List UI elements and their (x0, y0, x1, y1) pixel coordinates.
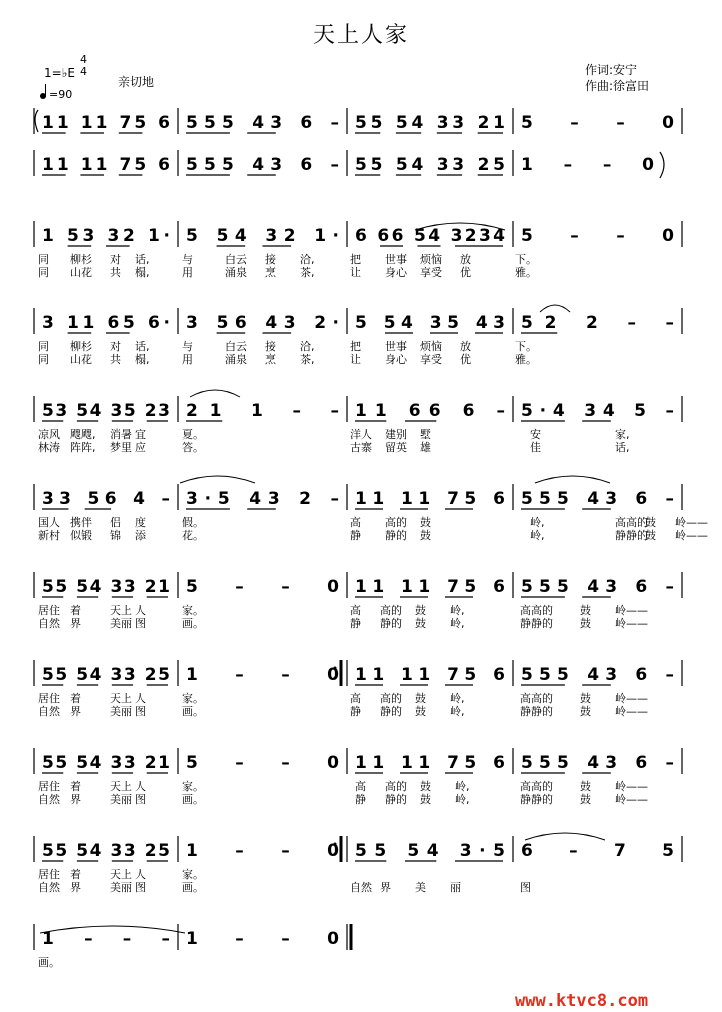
lyric-word: 涌泉 (225, 353, 247, 366)
lyric-word: 美丽 (110, 617, 132, 630)
lyric-word: 柳杉 (70, 253, 92, 266)
lyric-word: 山花 (70, 266, 92, 279)
time-signature-bottom: 4 (80, 65, 87, 78)
measure-notes: 11 11 75 6 (42, 155, 170, 175)
lyric-word: 着 (70, 604, 81, 617)
lyric-word: 画。 (38, 956, 60, 969)
lyric-word: 享受 (420, 266, 442, 279)
measure-notes: 5 – – 0 (186, 577, 339, 597)
lyric-word: 鼓 (415, 692, 426, 705)
lyric-word: 高 (350, 516, 361, 529)
lyric-word: 鼓 (645, 516, 656, 529)
measure-notes: 55 54 33 25 (42, 841, 170, 861)
lyric-word: 涌泉 (225, 266, 247, 279)
lyric-word: 把 (350, 340, 361, 353)
measure-notes: 11 66 6 – (355, 401, 505, 421)
slur-mark (180, 476, 255, 483)
lyric-word: 建别 (385, 428, 407, 441)
lyric-word: 墅 (420, 428, 431, 441)
lyric-word: 岭, (450, 617, 465, 630)
lyric-word: 岭—— (675, 529, 708, 542)
lyric-word: 丽 (450, 881, 461, 894)
lyric-word: 共 (110, 266, 121, 279)
lyric-word: 白云 (225, 340, 247, 353)
lyric-word: 静 (350, 705, 361, 718)
measure-notes: 55 54 33 25 (42, 665, 170, 685)
lyric-word: 消暑 (110, 428, 132, 441)
lyric-word: 静 (350, 617, 361, 630)
slur-mark (190, 390, 240, 397)
watermark-text: www.ktvc8.com (515, 991, 649, 1011)
lyric-word: 界 (70, 881, 81, 894)
lyric-word: 高的 (385, 516, 407, 529)
lyric-word: 鼓 (580, 780, 591, 793)
lyric-word: 图 (135, 793, 146, 806)
lyric-word: 画。 (182, 617, 204, 630)
lyric-word: 梦里 (110, 441, 132, 454)
lyric-word: 静静的 (520, 793, 553, 806)
measure-notes: 5 54 35 43 (355, 313, 505, 333)
lyric-word: 静 (350, 529, 361, 542)
lyric-word: 居住 (38, 868, 60, 881)
lyric-word: 界 (70, 617, 81, 630)
measure-notes: 1 53 32 1· (42, 226, 170, 246)
lyric-word: 静的 (385, 529, 407, 542)
measure-notes: 555 43 6 – (521, 489, 674, 509)
lyric-word: 图 (135, 705, 146, 718)
system-brace (35, 110, 38, 132)
lyric-word: 居住 (38, 604, 60, 617)
lyric-word: 界 (70, 705, 81, 718)
lyric-word: 岭—— (615, 617, 648, 630)
lyric-word: 自然 (38, 881, 60, 894)
measure-notes: 52 2 – – (521, 313, 674, 333)
lyric-word: 岭, (530, 529, 545, 542)
lyric-word: 接 (265, 253, 276, 266)
lyric-word: 静 (355, 793, 366, 806)
measure-notes: 11 11 75 6 (355, 489, 505, 509)
lyric-word: 高的 (380, 604, 402, 617)
lyric-word: 画。 (182, 705, 204, 718)
lyric-word: 话, (615, 441, 630, 454)
lyric-word: 岭, (455, 793, 470, 806)
lyric-word: 身心 (385, 353, 407, 366)
lyric-word: 国人 (38, 516, 60, 529)
lyric-word: 对 (110, 253, 121, 266)
lyric-word: 岭, (530, 516, 545, 529)
measure-notes: 555 43 6 – (521, 577, 674, 597)
lyric-word: 似锻 (70, 529, 92, 542)
lyric-word: 岭—— (615, 705, 648, 718)
lyric-word: 着 (70, 780, 81, 793)
lyric-word: 天上 (110, 692, 132, 705)
lyric-word: 榻, (135, 353, 150, 366)
lyric-word: 高高的 (520, 780, 553, 793)
measure-notes: 5·4 34 5 – (521, 401, 674, 421)
measure-notes: 5 54 32 1· (186, 226, 339, 246)
lyric-word: 静静的 (520, 617, 553, 630)
lyric-word: 鼓 (580, 617, 591, 630)
lyric-word: 界 (70, 793, 81, 806)
lyric-word: 白云 (225, 253, 247, 266)
measure-notes: 3 11 65 6· (42, 313, 170, 333)
lyric-word: 高高的 (615, 516, 648, 529)
lyric-word: 高的 (380, 692, 402, 705)
measure-notes: 5 – – 0 (521, 226, 674, 246)
lyric-word: 假。 (182, 516, 204, 529)
lyric-word: 鼓 (580, 793, 591, 806)
lyric-word: 把 (350, 253, 361, 266)
slur-mark (535, 476, 610, 483)
lyric-word: 岭—— (615, 604, 648, 617)
lyric-word: 宜 (135, 428, 146, 441)
lyric-word: 洋人 (350, 428, 372, 441)
lyric-word: 岭, (450, 604, 465, 617)
lyric-word: 下。 (515, 340, 537, 353)
lyric-word: 图 (520, 881, 531, 894)
lyric-word: 洽, (300, 340, 315, 353)
lyric-word: 图 (135, 617, 146, 630)
lyric-word: 雄 (420, 441, 431, 454)
lyric-word: 新村 (38, 529, 60, 542)
lyricist: 作词:安宁 (585, 63, 638, 77)
measure-notes: 3·5 43 2 – (186, 489, 339, 509)
lyric-word: 静静的 (520, 705, 553, 718)
lyric-word: 应 (135, 441, 146, 454)
lyric-word: 同 (38, 340, 49, 353)
lyric-word: 林涛 (38, 441, 60, 454)
mood-marking: 亲切地 (118, 75, 155, 89)
lyric-word: 鼓 (415, 617, 426, 630)
slur-mark (525, 833, 605, 840)
lyric-word: 身心 (385, 266, 407, 279)
lyric-word: 居住 (38, 692, 60, 705)
lyric-word: 鼓 (415, 705, 426, 718)
measure-notes: 55 54 33 21 (42, 753, 170, 773)
measure-notes: 11 11 75 6 (355, 753, 505, 773)
lyric-word: 共 (110, 353, 121, 366)
lyric-word: 雅。 (515, 353, 537, 366)
lyric-word: 佳 (530, 441, 541, 454)
slur-mark (540, 305, 570, 312)
lyric-word: 自然 (38, 617, 60, 630)
lyric-word: 自然 (38, 705, 60, 718)
lyric-word: 着 (70, 868, 81, 881)
lyric-word: 家。 (182, 604, 204, 617)
lyric-word: 岭, (455, 780, 470, 793)
lyric-word: 鼓 (645, 529, 656, 542)
lyric-word: 与 (182, 253, 193, 266)
song-title: 天上人家 (312, 23, 409, 48)
measure-notes: 21 1 – – (186, 401, 339, 421)
lyric-word: 同 (38, 353, 49, 366)
measure-notes: 3 56 43 2· (186, 313, 339, 333)
lyric-word: 天上 (110, 780, 132, 793)
measure-notes: 5 – – 0 (186, 753, 339, 773)
lyric-word: 人 (135, 780, 146, 793)
lyric-word: 凉风 (38, 428, 60, 441)
lyric-word: 天上 (110, 868, 132, 881)
lyric-word: 烦恼 (420, 340, 442, 353)
lyric-word: 鼓 (420, 529, 431, 542)
lyric-word: 烹 (265, 353, 276, 366)
lyric-word: 锦 (110, 529, 121, 542)
measure-notes: 1 – – 0 (186, 665, 339, 685)
measure-notes: 1 – – 0 (186, 929, 339, 949)
measure-notes: 1 – – 0 (521, 155, 654, 175)
lyric-word: 岭—— (615, 780, 648, 793)
lyric-word: 鼓 (420, 793, 431, 806)
measure-notes: 5 – – 0 (521, 113, 674, 133)
measure-notes: 53 54 35 23 (42, 401, 170, 421)
lyric-word: 岭, (450, 692, 465, 705)
lyric-word: 岭, (450, 705, 465, 718)
lyric-word: 安 (530, 428, 541, 441)
lyric-word: 鼓 (580, 604, 591, 617)
lyric-word: 同 (38, 266, 49, 279)
lyric-word: 话, (135, 340, 150, 353)
lyric-word: 度 (135, 516, 146, 529)
lyric-word: 阵阵, (70, 441, 96, 454)
lyric-word: 人 (135, 604, 146, 617)
lyric-word: 美丽 (110, 881, 132, 894)
lyric-word: 与 (182, 340, 193, 353)
lyric-word: 美丽 (110, 793, 132, 806)
measure-notes: 11 11 75 6 (42, 113, 170, 133)
lyric-word: 鼓 (420, 780, 431, 793)
lyric-word: 高 (355, 780, 366, 793)
composer: 作曲:徐富田 (585, 79, 650, 93)
lyric-word: 界 (380, 881, 391, 894)
lyric-word: 静的 (380, 705, 402, 718)
tempo-value: =90 (49, 88, 73, 101)
lyric-word: 飕飕, (70, 428, 96, 441)
lyric-word: 世事 (385, 253, 407, 266)
lyric-word: 山花 (70, 353, 92, 366)
lyric-word: 洽, (300, 253, 315, 266)
lyric-word: 接 (265, 340, 276, 353)
measure-notes: 6 66 54 3234 (355, 226, 505, 246)
measure-notes: 55 54 33 21 (355, 113, 505, 133)
key-signature: 1=♭E (44, 66, 75, 80)
lyric-word: 静的 (380, 617, 402, 630)
lyric-word: 高高的 (520, 692, 553, 705)
measure-notes: 33 56 4 – (42, 489, 170, 509)
lyric-word: 高的 (385, 780, 407, 793)
measure-notes: 55 54 33 25 (355, 155, 505, 175)
lyric-word: 话, (135, 253, 150, 266)
lyric-word: 雅。 (515, 266, 537, 279)
lyric-word: 同 (38, 253, 49, 266)
lyric-word: 家, (615, 428, 630, 441)
lyric-word: 古寨 (350, 441, 372, 454)
lyric-word: 鼓 (580, 692, 591, 705)
lyric-word: 让 (350, 353, 361, 366)
lyric-word: 放 (460, 253, 471, 266)
lyric-word: 岭—— (675, 516, 708, 529)
lyric-word: 家。 (182, 868, 204, 881)
lyric-word: 家。 (182, 692, 204, 705)
lyric-word: 留英 (385, 441, 407, 454)
lyric-word: 天上 (110, 604, 132, 617)
lyric-word: 自然 (38, 793, 60, 806)
lyric-word: 侣 (110, 516, 121, 529)
lyric-word: 携伴 (70, 516, 92, 529)
lyric-word: 美丽 (110, 705, 132, 718)
lyric-word: 优 (460, 353, 471, 366)
lyric-word: 家。 (182, 780, 204, 793)
lyric-word: 添 (135, 529, 146, 542)
lyric-word: 美 (415, 881, 426, 894)
time-signature-top: 4 (80, 53, 87, 66)
lyric-word: 让 (350, 266, 361, 279)
lyric-word: 优 (460, 266, 471, 279)
lyric-word: 花。 (182, 529, 204, 542)
lyric-word: 鼓 (580, 705, 591, 718)
lyric-word: 烹 (265, 266, 276, 279)
lyric-word: 画。 (182, 793, 204, 806)
lyric-word: 高 (350, 692, 361, 705)
measure-notes: 1 – – 0 (186, 841, 339, 861)
lyric-word: 对 (110, 340, 121, 353)
lyric-word: 人 (135, 692, 146, 705)
lyric-word: 居住 (38, 780, 60, 793)
lyric-word: 享受 (420, 353, 442, 366)
phrase-bracket (660, 152, 664, 178)
measure-notes: 55 54 33 21 (42, 577, 170, 597)
lyric-word: 岭—— (615, 793, 648, 806)
lyric-word: 着 (70, 692, 81, 705)
lyric-word: 放 (460, 340, 471, 353)
lyric-word: 世事 (385, 340, 407, 353)
lyric-word: 茶, (300, 353, 315, 366)
lyric-word: 高 (350, 604, 361, 617)
measure-notes: 11 11 75 6 (355, 665, 505, 685)
measure-notes: 555 43 6 – (521, 753, 674, 773)
measure-notes: 555 43 6 – (186, 155, 339, 175)
lyric-word: 静的 (385, 793, 407, 806)
lyric-word: 答。 (182, 441, 204, 454)
lyric-word: 图 (135, 881, 146, 894)
measure-notes: 1 – – – (42, 929, 170, 949)
lyric-word: 烦恼 (420, 253, 442, 266)
lyric-word: 下。 (515, 253, 537, 266)
lyric-word: 高高的 (520, 604, 553, 617)
lyric-word: 画。 (182, 881, 204, 894)
lyric-word: 用 (182, 266, 193, 279)
lyric-word: 鼓 (420, 516, 431, 529)
lyric-word: 人 (135, 868, 146, 881)
lyric-word: 静静的 (615, 529, 648, 542)
lyric-word: 自然 (350, 881, 372, 894)
lyric-word: 榻, (135, 266, 150, 279)
lyric-word: 鼓 (415, 604, 426, 617)
lyric-word: 夏。 (182, 428, 204, 441)
measure-notes: 6 – 7 5 (521, 841, 674, 861)
lyric-word: 茶, (300, 266, 315, 279)
lyric-word: 用 (182, 353, 193, 366)
measure-notes: 555 43 6 – (521, 665, 674, 685)
lyric-word: 柳杉 (70, 340, 92, 353)
measure-notes: 11 11 75 6 (355, 577, 505, 597)
measure-notes: 555 43 6 – (186, 113, 339, 133)
measure-notes: 55 54 3·5 (355, 841, 505, 861)
lyric-word: 岭—— (615, 692, 648, 705)
